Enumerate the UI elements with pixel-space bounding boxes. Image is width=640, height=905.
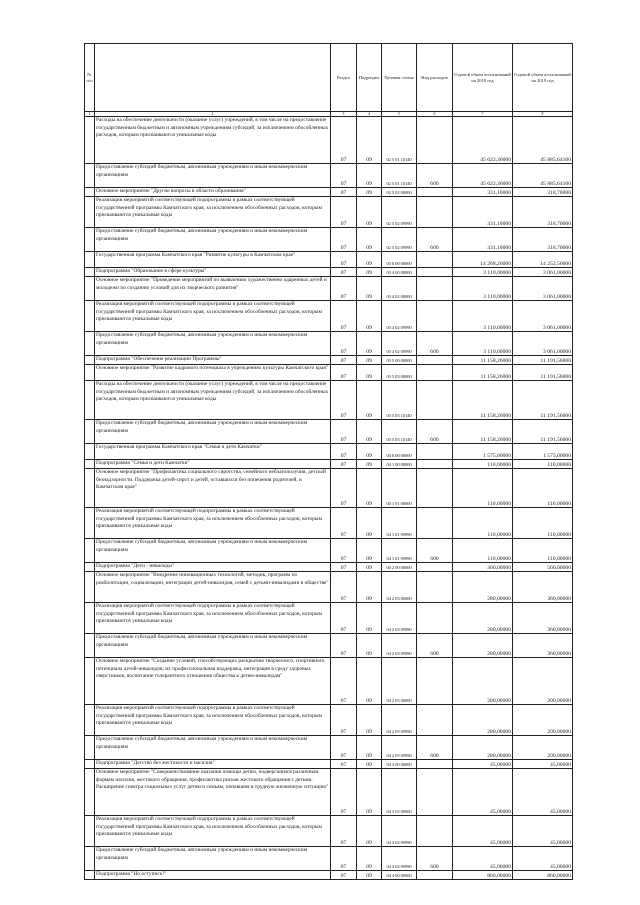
row-amount-2019: 360,00000 (513, 634, 573, 658)
row-number (85, 760, 95, 769)
row-amount-2018: 45,00000 (453, 816, 513, 847)
row-number (85, 277, 95, 301)
row-number (85, 572, 95, 603)
row-amount-2019: 1 575,00000 (513, 444, 573, 460)
row-amount-2018: 110,00000 (453, 469, 513, 508)
row-amount-2019: 3 061,00000 (513, 332, 573, 356)
row-subsection: 09 (357, 634, 382, 658)
row-name: Предоставление субсидий бюджетным, автономным учреждениям и иным некоммерческим организациям (95, 420, 331, 444)
row-section: 07 (331, 365, 357, 381)
col-header-subsection: Подраздел (357, 44, 382, 112)
row-expense-type (417, 572, 453, 603)
table-row (85, 658, 573, 705)
row-target-article: 02 5 02 09990 (382, 228, 417, 252)
row-amount-2018: 360,00000 (453, 563, 513, 572)
row-expense-type (417, 658, 453, 705)
row-amount-2018: 331,10000 (453, 188, 513, 197)
row-amount-2019: 200,00000 (513, 658, 573, 705)
row-subsection: 09 (357, 539, 382, 563)
row-amount-2018: 110,00000 (453, 539, 513, 563)
row-subsection: 09 (357, 268, 382, 277)
row-amount-2019: 45,00000 (513, 769, 573, 816)
row-amount-2019: 318,70000 (513, 197, 573, 228)
row-amount-2018: 14 268,26000 (453, 252, 513, 268)
row-target-article: 04 1 01 09990 (382, 508, 417, 539)
row-subsection: 09 (357, 332, 382, 356)
row-amount-2019: 11 191,56000 (513, 420, 573, 444)
row-section: 07 (331, 572, 357, 603)
row-amount-2019: 3 061,00000 (513, 268, 573, 277)
row-target-article: 03 0 00 00000 (382, 252, 417, 268)
table-row (85, 634, 573, 658)
row-amount-2019: 11 191,56000 (513, 365, 573, 381)
row-name: Расходы на обеспечение деятельности (оказание услуг) учреждений, в том числе на предоставление государственным бюджетным и автономным учреждениям субсидий, за исключением обособленных расходов, которым присваиваются уникальные коды (95, 381, 331, 420)
col-header-number: № п/п (85, 44, 95, 112)
row-name: Государственная программа Камчатского края "Семья и дети Камчатки" (95, 444, 331, 460)
row-name: Реализация мероприятий соответствующей подпрограммы в рамках соответствующей государственной программы Камчатского края, за исключением обособленных расходов, которым присваиваются уникальные коды (95, 508, 331, 539)
row-amount-2019: 3 061,00000 (513, 277, 573, 301)
row-subsection: 09 (357, 469, 382, 508)
table-row (85, 356, 573, 365)
row-amount-2019: 360,00000 (513, 572, 573, 603)
table-row (85, 332, 573, 356)
row-name: Предоставление субсидий бюджетным, автономным учреждениям и иным некоммерческим организациям (95, 332, 331, 356)
row-name: Подпрограмма "Детство без жестокости и насилия" (95, 760, 331, 769)
table-row (85, 420, 573, 444)
table-row (85, 188, 573, 197)
row-subsection: 09 (357, 197, 382, 228)
row-target-article: 04 3 02 09990 (382, 816, 417, 847)
row-name: Реализация мероприятий соответствующей подпрограммы в рамках соответствующей государственной программы Камчатского края, за исключением обособленных расходов, которым присваиваются уникальные коды (95, 603, 331, 634)
row-subsection: 09 (357, 188, 382, 197)
table-row (85, 381, 573, 420)
table-row (85, 760, 573, 769)
row-section: 07 (331, 252, 357, 268)
row-expense-type (417, 603, 453, 634)
row-amount-2018: 280,00000 (453, 603, 513, 634)
row-number (85, 268, 95, 277)
row-expense-type (417, 277, 453, 301)
row-name: Основное мероприятие "Совершенствование оказания помощи детям, подвергшимся различным формам насилия, жестокого обращения, профилактика рисков жестокого обращения с детьми. Расширение спектра социальных услуг детям и семьям, попавшим в трудную жизненную ситуацию" (95, 769, 331, 816)
row-amount-2018: 280,00000 (453, 658, 513, 705)
row-name: Основное мероприятие "Создание условий, способствующих раскрытию творческого, спортивного потенциала детей-инвалидов, их профессиональная поддержка, интеграция в среду здоровых сверстников, воспитание толерантного отношения общества к детям-инвалидам" (95, 658, 331, 705)
table-row (85, 252, 573, 268)
row-amount-2018: 3 110,00000 (453, 332, 513, 356)
row-section: 07 (331, 197, 357, 228)
table-row (85, 603, 573, 634)
row-amount-2019: 200,00000 (513, 705, 573, 736)
row-name: Подпрограмма "Обеспечение реализации Программы" (95, 356, 331, 365)
row-target-article: 03 5 03 10140 (382, 381, 417, 420)
row-target-article: 04 2 03 09990 (382, 634, 417, 658)
row-amount-2019: 110,00000 (513, 460, 573, 469)
row-number (85, 769, 95, 816)
row-target-article: 04 1 01 00000 (382, 469, 417, 508)
table-row (85, 572, 573, 603)
row-amount-2018: 110,00000 (453, 460, 513, 469)
row-name: Реализация мероприятий соответствующей подпрограммы в рамках соответствующей государственной программы Камчатского края, за исключением обособленных расходов, которым присваиваются уникальные коды (95, 816, 331, 847)
row-expense-type: 600 (417, 332, 453, 356)
row-section: 07 (331, 816, 357, 847)
table-row (85, 460, 573, 469)
row-number (85, 460, 95, 469)
row-target-article: 03 4 00 00000 (382, 268, 417, 277)
row-section: 07 (331, 847, 357, 871)
row-number (85, 420, 95, 444)
table-row (85, 365, 573, 381)
row-subsection: 09 (357, 508, 382, 539)
row-subsection: 09 (357, 760, 382, 769)
row-name: Государственная программа Камчатского края "Развитие культуры в Камчатском крае" (95, 252, 331, 268)
row-expense-type (417, 356, 453, 365)
table-row (85, 268, 573, 277)
row-subsection: 09 (357, 444, 382, 460)
row-expense-type (417, 563, 453, 572)
row-number (85, 705, 95, 736)
row-amount-2019: 318,70000 (513, 228, 573, 252)
table-row (85, 508, 573, 539)
row-subsection: 09 (357, 356, 382, 365)
row-name: Предоставление субсидий бюджетным, автономным учреждениям и иным некоммерческим организациям (95, 164, 331, 188)
row-number (85, 816, 95, 847)
row-name: Расходы на обеспечение деятельности (оказание услуг) учреждений, в том числе на предоставление государственным бюджетным и автономным учреждениям субсидий, за исключением обособленных расходов, которым присваиваются уникальные коды (95, 117, 331, 164)
row-subsection: 09 (357, 563, 382, 572)
row-number (85, 736, 95, 760)
row-number (85, 444, 95, 460)
row-expense-type (417, 197, 453, 228)
row-amount-2018: 3 110,00000 (453, 268, 513, 277)
row-number (85, 197, 95, 228)
table-row (85, 228, 573, 252)
row-target-article: 03 5 00 00000 (382, 356, 417, 365)
row-target-article: 02 5 01 10140 (382, 117, 417, 164)
row-name: Основное мероприятие "Проведение мероприятий по выявлению художественно одаренных детей и молодежи по созданию условий для их творческого развития" (95, 277, 331, 301)
row-amount-2018: 280,00000 (453, 705, 513, 736)
row-section: 07 (331, 871, 357, 880)
row-target-article: 04 3 00 00000 (382, 760, 417, 769)
row-amount-2019: 860,00000 (513, 871, 573, 880)
row-section: 07 (331, 508, 357, 539)
table-row (85, 197, 573, 228)
row-subsection: 09 (357, 769, 382, 816)
column-index: 8 (513, 112, 573, 117)
row-name: Подпрограмма "Семья и дети Камчатки" (95, 460, 331, 469)
row-section: 07 (331, 268, 357, 277)
row-target-article: 04 3 02 00000 (382, 769, 417, 816)
row-number (85, 188, 95, 197)
row-target-article: 04 2 03 09990 (382, 603, 417, 634)
row-amount-2018: 11 158,26000 (453, 420, 513, 444)
row-amount-2018: 45,00000 (453, 847, 513, 871)
row-expense-type (417, 381, 453, 420)
row-section: 07 (331, 705, 357, 736)
row-amount-2018: 280,00000 (453, 736, 513, 760)
row-section: 07 (331, 228, 357, 252)
row-section: 07 (331, 444, 357, 460)
row-subsection: 09 (357, 381, 382, 420)
row-name: Предоставление субсидий бюджетным, автономным учреждениям и иным некоммерческим организациям (95, 228, 331, 252)
row-target-article: 04 2 00 00000 (382, 563, 417, 572)
row-target-article: 03 4 02 00000 (382, 277, 417, 301)
column-index: 2 (95, 112, 331, 117)
table-row (85, 736, 573, 760)
row-section: 07 (331, 381, 357, 420)
row-expense-type: 600 (417, 164, 453, 188)
row-amount-2018: 11 158,26000 (453, 381, 513, 420)
row-amount-2018: 3 110,00000 (453, 277, 513, 301)
table-row (85, 871, 573, 880)
row-target-article: 02 5 02 00000 (382, 188, 417, 197)
row-number (85, 381, 95, 420)
table-row (85, 563, 573, 572)
row-name: Реализация мероприятий соответствующей подпрограммы в рамках соответствующей государственной программы Камчатского края, за исключением обособленных расходов, которым присваиваются уникальные коды (95, 197, 331, 228)
row-section: 07 (331, 658, 357, 705)
row-subsection: 09 (357, 164, 382, 188)
row-number (85, 356, 95, 365)
row-expense-type: 600 (417, 736, 453, 760)
row-target-article: 04 1 01 09990 (382, 539, 417, 563)
row-name: Основное мероприятие "Развитие кадрового потенциала в учреждениях культуры Камчатского края" (95, 365, 331, 381)
row-section: 07 (331, 603, 357, 634)
row-number (85, 634, 95, 658)
row-section: 07 (331, 420, 357, 444)
row-subsection: 09 (357, 228, 382, 252)
column-index: 6 (417, 112, 453, 117)
row-target-article: 04 4 00 00000 (382, 871, 417, 880)
row-expense-type (417, 117, 453, 164)
row-amount-2019: 45,00000 (513, 816, 573, 847)
row-expense-type (417, 252, 453, 268)
row-expense-type (417, 444, 453, 460)
row-target-article: 03 5 03 00000 (382, 365, 417, 381)
row-target-article: 02 5 02 09990 (382, 197, 417, 228)
table-row (85, 469, 573, 508)
header-row (85, 44, 573, 112)
row-amount-2019: 45,00000 (513, 760, 573, 769)
row-subsection: 09 (357, 705, 382, 736)
row-section: 07 (331, 563, 357, 572)
row-expense-type: 600 (417, 420, 453, 444)
col-header-section: Раздел (331, 44, 357, 112)
row-subsection: 09 (357, 736, 382, 760)
row-amount-2019: 318,70000 (513, 188, 573, 197)
row-section: 07 (331, 769, 357, 816)
row-name: Подпрограмма "Дети - инвалиды" (95, 563, 331, 572)
row-number (85, 563, 95, 572)
row-target-article: 02 5 01 10140 (382, 164, 417, 188)
row-expense-type (417, 301, 453, 332)
table-row (85, 816, 573, 847)
row-subsection: 09 (357, 117, 382, 164)
row-expense-type (417, 508, 453, 539)
row-expense-type (417, 816, 453, 847)
row-section: 07 (331, 188, 357, 197)
row-amount-2018: 45 622,36000 (453, 117, 513, 164)
row-amount-2019: 360,00000 (513, 603, 573, 634)
row-amount-2018: 11 158,26000 (453, 356, 513, 365)
row-amount-2018: 280,00000 (453, 572, 513, 603)
row-name: Основное мероприятие "Внедрение инновационных технологий, методик, программ по реабилитации, социализации, интеграции детей-инвалидов, семей с детьми-инвалидами в обществе" (95, 572, 331, 603)
row-name: Подпрограмма "Образование в сфере культуры" (95, 268, 331, 277)
column-index: 4 (357, 112, 382, 117)
row-target-article: 04 3 02 09990 (382, 847, 417, 871)
row-amount-2018: 45,00000 (453, 769, 513, 816)
row-subsection: 09 (357, 816, 382, 847)
row-target-article: 04 2 05 09990 (382, 705, 417, 736)
row-expense-type (417, 760, 453, 769)
row-target-article: 04 1 00 00000 (382, 460, 417, 469)
row-section: 07 (331, 539, 357, 563)
row-amount-2019: 45,00000 (513, 847, 573, 871)
row-subsection: 09 (357, 252, 382, 268)
row-target-article: 04 0 00 00000 (382, 444, 417, 460)
row-subsection: 09 (357, 277, 382, 301)
row-section: 07 (331, 301, 357, 332)
row-number (85, 508, 95, 539)
table-row (85, 117, 573, 164)
row-section: 07 (331, 736, 357, 760)
row-amount-2019: 3 061,00000 (513, 301, 573, 332)
row-expense-type (417, 365, 453, 381)
row-expense-type (417, 871, 453, 880)
row-subsection: 09 (357, 460, 382, 469)
row-section: 07 (331, 277, 357, 301)
row-name: Предоставление субсидий бюджетным, автономным учреждениям и иным некоммерческим организациям (95, 539, 331, 563)
row-name: Предоставление субсидий бюджетным, автономным учреждениям и иным некоммерческим организациям (95, 736, 331, 760)
row-section: 07 (331, 117, 357, 164)
table-row (85, 277, 573, 301)
row-amount-2018: 331,10000 (453, 228, 513, 252)
row-section: 07 (331, 760, 357, 769)
row-target-article: 03 5 03 10140 (382, 420, 417, 444)
row-subsection: 09 (357, 420, 382, 444)
row-amount-2018: 3 110,00000 (453, 301, 513, 332)
row-target-article: 04 2 05 09990 (382, 736, 417, 760)
table-row (85, 705, 573, 736)
table-row (85, 847, 573, 871)
row-amount-2019: 11 191,56000 (513, 381, 573, 420)
row-subsection: 09 (357, 603, 382, 634)
col-header-name (95, 44, 331, 112)
row-number (85, 228, 95, 252)
table-row (85, 444, 573, 460)
row-number (85, 252, 95, 268)
row-name: Основное мероприятие "Другие вопросы в области образования" (95, 188, 331, 197)
row-amount-2018: 860,00000 (453, 871, 513, 880)
row-expense-type: 600 (417, 228, 453, 252)
row-amount-2018: 280,00000 (453, 634, 513, 658)
table-row (85, 539, 573, 563)
row-subsection: 09 (357, 572, 382, 603)
row-number (85, 871, 95, 880)
row-target-article: 03 4 02 09990 (382, 332, 417, 356)
row-expense-type (417, 705, 453, 736)
row-name: Предоставление субсидий бюджетным, автономным учреждениям и иным некоммерческим организациям (95, 847, 331, 871)
row-number (85, 332, 95, 356)
column-index: 3 (331, 112, 357, 117)
row-subsection: 09 (357, 365, 382, 381)
row-amount-2018: 45,00000 (453, 760, 513, 769)
row-section: 07 (331, 356, 357, 365)
row-amount-2019: 200,00000 (513, 736, 573, 760)
row-amount-2018: 110,00000 (453, 508, 513, 539)
row-number (85, 658, 95, 705)
row-number (85, 847, 95, 871)
col-header-expense-type: Вид расходов (417, 44, 453, 112)
row-expense-type (417, 188, 453, 197)
table-row (85, 301, 573, 332)
row-amount-2019: 110,00000 (513, 539, 573, 563)
row-section: 07 (331, 634, 357, 658)
row-name: Реализация мероприятий соответствующей подпрограммы в рамках соответствующей государственной программы Камчатского края, за исключением обособленных расходов, которым присваиваются уникальные коды (95, 301, 331, 332)
row-expense-type (417, 769, 453, 816)
row-amount-2018: 331,10000 (453, 197, 513, 228)
row-name: Реализация мероприятий соответствующей подпрограммы в рамках соответствующей государственной программы Камчатского края, за исключением обособленных расходов, которым присваиваются уникальные коды (95, 705, 331, 736)
row-amount-2019: 560,00000 (513, 563, 573, 572)
row-expense-type (417, 460, 453, 469)
row-expense-type (417, 268, 453, 277)
row-subsection: 09 (357, 847, 382, 871)
row-number (85, 603, 95, 634)
row-amount-2019: 110,00000 (513, 469, 573, 508)
row-target-article: 04 2 03 00000 (382, 572, 417, 603)
row-amount-2019: 11 191,56000 (513, 356, 573, 365)
col-header-target-article: Целевая статья (382, 44, 417, 112)
row-amount-2019: 14 252,56000 (513, 252, 573, 268)
row-section: 07 (331, 469, 357, 508)
row-section: 07 (331, 164, 357, 188)
row-expense-type: 600 (417, 539, 453, 563)
row-amount-2018: 1 575,00000 (453, 444, 513, 460)
row-number (85, 539, 95, 563)
table-row (85, 769, 573, 816)
row-amount-2019: 45 885,64100 (513, 117, 573, 164)
row-subsection: 09 (357, 301, 382, 332)
row-section: 07 (331, 332, 357, 356)
row-target-article: 03 4 02 09990 (382, 301, 417, 332)
col-header-amount-2018: Годовой объем ассигнований на 2018 год (453, 44, 513, 112)
row-name: Подпрограмма "Но оступись!" (95, 871, 331, 880)
budget-table (84, 43, 573, 880)
row-subsection: 09 (357, 871, 382, 880)
row-number (85, 365, 95, 381)
row-expense-type: 600 (417, 847, 453, 871)
row-number (85, 117, 95, 164)
row-name: Предоставление субсидий бюджетным, автономным учреждениям и иным некоммерческим организациям (95, 634, 331, 658)
row-expense-type: 600 (417, 634, 453, 658)
row-number (85, 301, 95, 332)
row-subsection: 09 (357, 658, 382, 705)
table-row (85, 164, 573, 188)
column-index: 1 (85, 112, 95, 117)
row-target-article: 04 2 05 00000 (382, 658, 417, 705)
row-number (85, 469, 95, 508)
row-number (85, 164, 95, 188)
row-section: 07 (331, 460, 357, 469)
row-amount-2018: 11 158,26000 (453, 365, 513, 381)
row-amount-2018: 45 622,36000 (453, 164, 513, 188)
row-amount-2019: 110,00000 (513, 508, 573, 539)
column-index: 7 (453, 112, 513, 117)
col-header-amount-2019: Годовой объем ассигнований на 2019 год (513, 44, 573, 112)
row-expense-type (417, 469, 453, 508)
row-name: Основное мероприятие "Профилактика социального сиротства, семейного неблагополучия, детской безнадзорности. Поддержка детей-сирот и детей, оставшихся без попечения родителей, в Камчатском крае" (95, 469, 331, 508)
column-index: 5 (382, 112, 417, 117)
row-amount-2019: 45 885,64100 (513, 164, 573, 188)
